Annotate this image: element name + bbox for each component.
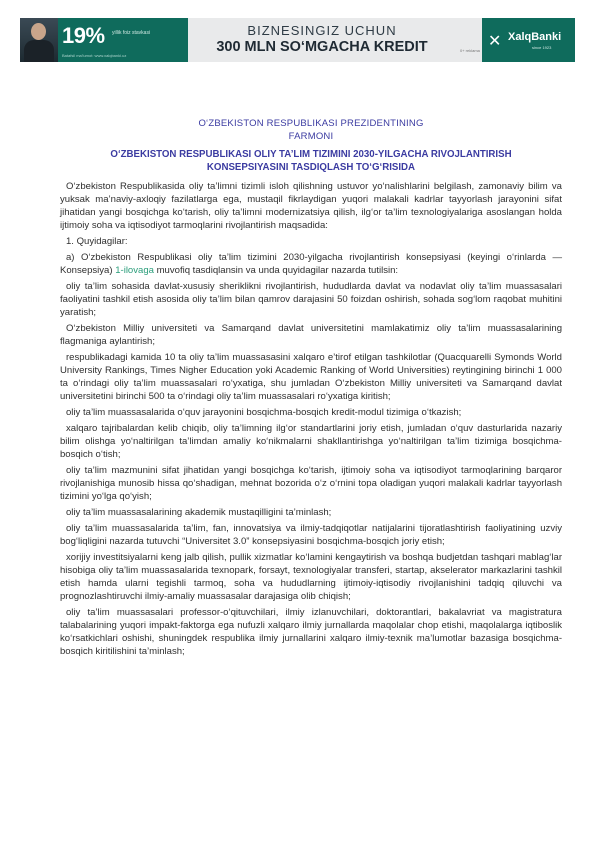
banner-small-text: 0+ reklama (460, 48, 480, 53)
ad-banner[interactable] (20, 18, 575, 62)
kicker-line-2: FARMONI (288, 130, 334, 142)
banner-rate: 19% (62, 23, 105, 48)
list-item: oliy ta’lim sohasida davlat-xususiy sheriklikni rivojlantirish, hududlarda davlat va nodavlat oliy ta’lim muassasalari faoliyatini tashkil etish asosida oliy ta’lim bilan qamrov darajasini 50 foizdan oshirish, sohada sog‘lom raqobat muhitini yaratish; (60, 281, 562, 318)
list-item: xorijiy investitsiyalarni keng jalb qilish, pullik xizmatlar ko‘lamini kengaytirish va boshqa budjetdan tashqari mablag‘lar hisobiga oliy ta’lim muassasalarida texnopark, forsayt, texnologiyalar transferi, startap, akselerator markazlarini tashkil etish hamda ularni tegishli tarmoq, soha va hududlarning ijtimoiy-iqtisodiy rivojlanishini tadqiq qiluvchi va prognozlashtiruvchi ilmiy-amaliy muassasalar darajasiga olib chiqish; (60, 552, 562, 602)
list-item: O‘zbekiston Milliy universiteti va Samarqand davlat universitetini mamlakatimiz oliy ta’lim muassasalarining flagmaniga aylantirish; (60, 323, 562, 347)
list-item: oliy ta’lim muassasalarida o‘quv jarayonini bosqichma-bosqich kredit-modul tizimiga o‘tkazish; (66, 407, 462, 418)
kicker-line-1: O‘ZBEKISTON RESPUBLIKASI PREZIDENTINING (198, 118, 424, 129)
item-1: 1. Quyidagilar: (66, 236, 128, 247)
banner-headline-2: 300 MLN SO‘MGACHA KREDIT (216, 39, 428, 55)
document-kicker (60, 118, 562, 143)
item-a-text: a) O‘zbekiston Respublikasi oliy ta’lim tizimini 2030-yilgacha rivojlantirish konsepsiyasi (keyingi o‘rinlarda — Konsepsiya) (60, 252, 562, 276)
list-item: oliy ta’lim muassasalari professor-o‘qituvchilari, ilmiy izlanuvchilari, doktorantlari, bakalavriat va magistratura talabalarining yuqori impakt-faktorga ega nufuzli xalqaro ilmiy jurnallarda maqolalar chop etishi, maqolalarga iqtiboslik ko‘rsatkichlari oshishi, shuningdek respublika ilmiy jurnallarini xalqaro ilmiy-texnik ma’lumotlar bazasiga bosqichma-bosqich kiritilishini ta’minlash; (60, 607, 562, 657)
bank-logo-text: XalqBanki (508, 31, 562, 43)
list-item: oliy ta’lim muassasalarida ta’lim, fan, innovatsiya va ilmiy-tadqiqotlar natijalarini tijoratlashtirish faoliyatining uzviy bog‘liqligini nazarda tutuvchi “Universitet 3.0” konsepsiyasini bosqichma-bosqich joriy etish; (60, 523, 562, 547)
title-line-2: KONSEPSIYASINI TASDIQLASH TO‘G‘RISIDA (206, 161, 416, 173)
document-title (60, 149, 562, 174)
document-body (60, 180, 562, 658)
banner-rate-note: yillik foiz stavkasi (112, 30, 151, 36)
list-item: xalqaro tajribalardan kelib chiqib, oliy ta’limning ilg‘or standartlarini joriy etish, jumladan o‘quv dasturlarida nazariy bilim olishga yo‘naltirilgan ta’limdan amaliy ko‘nikmalarni shakllantirishga yo‘naltirilgan ta’lim tizimiga bosqichma-bosqich o‘tish; (60, 423, 562, 460)
banner-person-photo (20, 18, 58, 62)
banner-left-panel (20, 18, 188, 62)
decree-document (60, 118, 562, 658)
banner-fine-print: Batafsil ma'lumot: www.xalqbanki.uz (62, 53, 127, 58)
intro-paragraph: O‘zbekiston Respublikasida oliy ta’limni tizimli isloh qilishning ustuvor yo‘nalishlarini belgilash, zamonaviy bilim va yuksak ma’naviy-axloqiy fazilatlarga ega, mustaqil fikrlaydigan yuqori malakali kadrlar tayyorlash jarayonini sifat jihatidan yangi bosqichga ko‘tarish, oliy ta’limni modernizatsiya qilish, ilg‘or ta’lim texnologiyalariga asoslangan holda ijtimoiy soha va iqtisodiyot tarmoqlarini rivojlantirish maqsadida: (60, 181, 562, 231)
item-a-text-end: muvofiq tasdiqlansin va unda quyidagilar nazarda tutilsin: (153, 265, 399, 276)
bank-logo-icon: ✕ (488, 33, 502, 50)
title-line-1: O‘ZBEKISTON RESPUBLIKASI OLIY TA’LIM TIZIMINI 2030-YILGACHA RIVOJLANTIRISH (110, 149, 512, 160)
annex-link[interactable]: 1-ilovaga (115, 265, 154, 276)
banner-headline-1: BIZNESINGIZ UCHUN (247, 23, 397, 38)
list-item: oliy ta’lim mazmunini sifat jihatidan yangi bosqichga ko‘tarish, ijtimoiy soha va iqtisodiyot tarmoqlarining barqaror rivojlanishiga munosib hissa qo‘shadigan, mehnat bozorida o‘z o‘rnini topa oladigan yuqori malakali kadrlar tayyorlash tizimini yo‘lga qo‘yish; (60, 465, 562, 502)
banner-logo-panel (482, 18, 575, 62)
bank-logo-sub: since 1923 (532, 45, 552, 50)
list-item: respublikadagi kamida 10 ta oliy ta’lim muassasasini xalqaro e’tirof etilgan tashkilotlar (Quacquarelli Symonds World University Rankings, Times Nigher Education yoki Academic Ranking of World Universities) reytingining birinchi 1 000 ta o‘rindagi oliy ta’lim muassasalari ro‘yxatiga, shu jumladan O‘zbekiston Milliy universiteti va Samarqand davlat universitetini birinchi 500 ta o‘rindagi oliy ta’lim muassasalari ro‘yxatiga kiritish; (60, 352, 562, 402)
item-a (60, 251, 562, 277)
list-item: oliy ta’lim muassasalarining akademik mustaqilligini ta’minlash; (66, 507, 332, 518)
